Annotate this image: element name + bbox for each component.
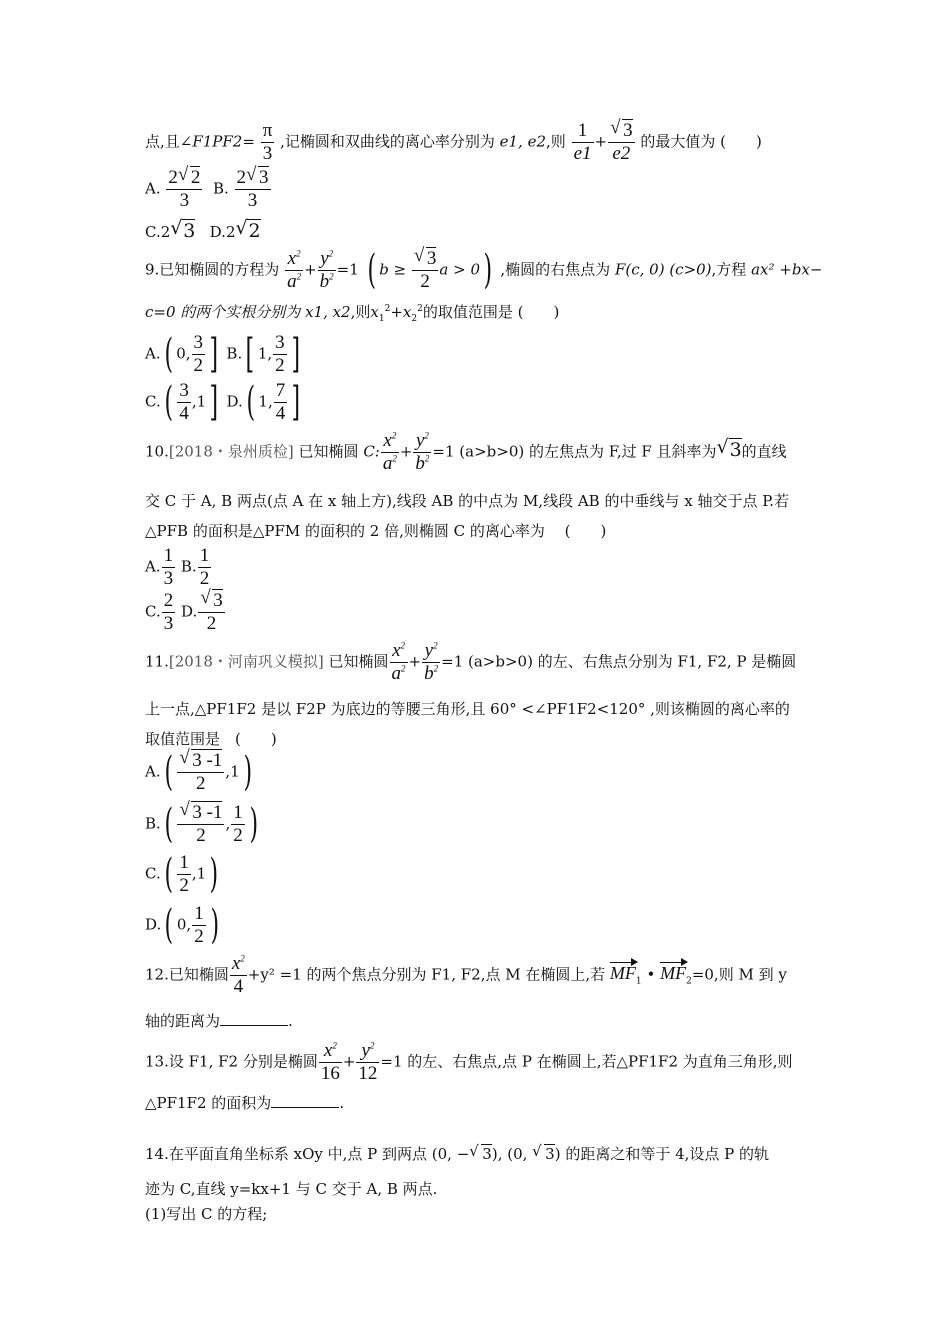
q10-option-a: $\frac{1}{3}$ xyxy=(163,545,174,589)
answer-blank[interactable] xyxy=(220,1025,288,1026)
q9-stem: 9.已知椭圆的方程为 $\frac{x^2}{a^2}$ + $\frac{y^2}{b^2}$ =1 ( b ≥ √ 3 2 a > 0) ,椭圆的右焦点为 F(c, 0) (c>0),方程 ax² +bx− xyxy=(145,245,823,294)
q12-stem: 12.已知椭圆 $\frac{x^2}{4}$ +y² =1 的两个焦点分别为 F1, F2,点 M 在椭圆上,若 $MF_1$ • $MF_2=0$,则 M 到 y xyxy=(145,953,787,997)
q10-options-ab: A. $\frac{1}{3}$ B. $\frac{1}{2}$ xyxy=(145,545,210,589)
q9-option-c-fraction: $\frac{3}{4}$ xyxy=(179,380,189,424)
q11-option-c-fraction: $\frac{1}{2}$ xyxy=(179,852,189,896)
root3-over-2-fraction: √ 3 2 xyxy=(413,245,437,292)
q10-stem-line3: △PFB 的面积是△PFM 的面积的 2 倍,则椭圆 C 的离心率为 ( ) xyxy=(145,522,607,540)
q11-stem-line2: 上一点,△PF1F2 是以 F2P 为底边的等腰三角形,且 60° <∠PF1F2<120° ,则该椭圆的离心率的 xyxy=(145,700,790,718)
q11-option-a-fraction: √ 3 -1 2 xyxy=(179,747,223,794)
q11-source-tag: [2018・河南巩义模拟] xyxy=(168,652,324,671)
q11-option-d: D.( 0, $\frac{1}{2}$ ) xyxy=(145,902,219,949)
q8-option-c: √ 3 xyxy=(170,217,196,242)
q11-option-a: A.( √ 3 -1 2 ,1) xyxy=(145,747,252,796)
x2-over-a2-fraction: $\frac{x^2}{a^2}$ xyxy=(391,640,406,684)
q11-option-d-fraction: $\frac{1}{2}$ xyxy=(194,903,204,947)
x2-over-a2-fraction: $\frac{x^2}{a^2}$ xyxy=(382,430,397,474)
q13-stem-line2: △PF1F2 的面积为 . xyxy=(145,1094,345,1112)
q8-option-d: √ 2 xyxy=(235,217,261,242)
y2-over-b2-fraction: $\frac{y^2}{b^2}$ xyxy=(319,248,334,292)
y2-over-b2-fraction: $\frac{y^2}{b^2}$ xyxy=(415,430,430,474)
q10-option-d: √ 3 2 xyxy=(200,587,223,634)
q12-stem-line2: 轴的距离为 . xyxy=(145,1012,293,1030)
x2-over-4-fraction: $\frac{x^2}{4}$ xyxy=(231,953,245,997)
x2-over-a2-fraction: $\frac{x^2}{a^2}$ xyxy=(287,248,302,292)
q10-option-b: $\frac{1}{2}$ xyxy=(199,545,210,589)
q11-option-c: C.( $\frac{1}{2}$ ,1) xyxy=(145,851,219,898)
q10-source-tag: [2018・泉州质检] xyxy=(168,442,294,461)
q11-option-b: B.( √ 3 -1 2 , $\frac{1}{2}$ ) xyxy=(145,799,258,848)
q9-options-cd: C.( $\frac{3}{4}$ ,1] D.( 1, $\frac{7}{4}$ ] xyxy=(145,379,301,426)
q9-options-ab: A.( 0, $\frac{3}{2}$ ] B.[ 1, $\frac{3}{2}$ ] xyxy=(145,331,300,378)
q8-stem: 点,且∠F1PF2= $\frac{\pi}{3}$ ,记椭圆和双曲线的离心率分别为 e1, e2,则 $\frac{1}{e1}$ + √ 3 e2 的最大值为 ( ) xyxy=(145,117,762,164)
q9-option-d-fraction: $\frac{7}{4}$ xyxy=(275,380,286,424)
q9-option-a-fraction: $\frac{3}{2}$ xyxy=(193,332,204,376)
y2-over-12-fraction: $\frac{y^2}{12}$ xyxy=(358,1040,378,1084)
vector-mf1: MF xyxy=(609,963,636,984)
q14-stem: 14.在平面直角坐标系 xOy 中,点 P 到两点 (0, − √ 3), (0, √ 3) 的距离之和等于 4,设点 P 的轨 xyxy=(145,1142,770,1163)
q11-stem-line3: 取值范围是 ( ) xyxy=(145,730,277,748)
root3-over-e2-fraction: √ 3 e2 xyxy=(610,117,633,164)
q8-option-a: 2 √ 2 3 xyxy=(168,164,201,211)
q13-stem: 13.设 F1, F2 分别是椭圆 $\frac{x^2}{16}$ + $\frac{y^2}{12}$ =1 的左、右焦点,点 P 在椭圆上,若△PF1F2 为直角三角形,则 xyxy=(145,1040,793,1084)
q11-stem: 11.[2018・河南巩义模拟] 已知椭圆 $\frac{x^2}{a^2}$ + $\frac{y^2}{b^2}$ =1 (a>b>0) 的左、右焦点分别为 F1, F2, P 是椭圆 xyxy=(145,640,797,684)
answer-blank[interactable] xyxy=(271,1107,339,1108)
q8-option-b: 2 √ 3 3 xyxy=(236,164,269,211)
one-over-e1-fraction: $\frac{1}{e1}$ xyxy=(573,120,592,164)
q14-stem-line2: 迹为 C,直线 y=kx+1 与 C 交于 A, B 两点. xyxy=(145,1180,438,1198)
x2-over-16-fraction: $\frac{x^2}{16}$ xyxy=(320,1040,340,1084)
pi-over-3-fraction: $\frac{\pi}{3}$ xyxy=(262,120,273,164)
q9-stem-line2: c=0 的两个实根分别为 x1, x2,则$x_1^2+x_2^2$的取值范围是 ( ) xyxy=(145,303,560,324)
q10-stem-line2: 交 C 于 A, B 两点(点 A 在 x 轴上方),线段 AB 的中点为 M,线段 AB 的中垂线与 x 轴交于点 P.若 xyxy=(145,492,790,510)
q10-options-cd: C. $\frac{2}{3}$ D. √ 3 2 xyxy=(145,587,223,634)
q9-option-b-fraction: $\frac{3}{2}$ xyxy=(275,332,285,376)
q8-options-cd: C.2 √ 3 D.2 √ 2 xyxy=(145,217,261,242)
y2-over-b2-fraction: $\frac{y^2}{b^2}$ xyxy=(424,640,439,684)
vector-mf2: MF xyxy=(660,963,687,984)
q10-option-c: $\frac{2}{3}$ xyxy=(163,590,174,634)
q8-options-ab: A. 2 √ 2 3 B. 2 √ 3 3 xyxy=(145,164,269,211)
q14-part1: (1)写出 C 的方程; xyxy=(145,1205,268,1223)
q11-option-b-fraction: √ 3 -1 2 xyxy=(179,799,223,846)
q10-stem: 10.[2018・泉州质检] 已知椭圆 C: $\frac{x^2}{a^2}$ + $\frac{y^2}{b^2}$ =1 (a>b>0) 的左焦点为 F,过 F 且斜率为 √ 3的直线 xyxy=(145,430,787,474)
